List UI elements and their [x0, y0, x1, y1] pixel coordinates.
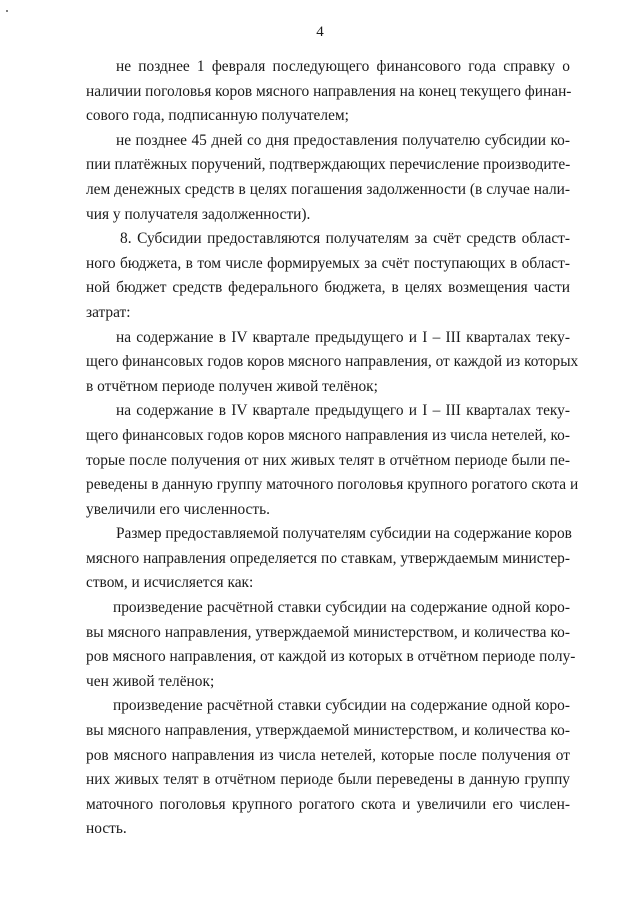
text-line: произведение расчётной ставки субсидии на содержание одной коро-: [113, 697, 570, 715]
text-line: не позднее 45 дней со дня предоставления получателю субсидии ко-: [116, 131, 570, 149]
text-line: щего финансовых годов коров мясного направления из числа нетелей, ко-: [86, 426, 570, 444]
text-line: произведение расчётной ставки субсидии на содержание одной коро-: [113, 599, 570, 617]
text-line: ров мясного направления из числа нетелей, которые после получения от: [86, 746, 570, 764]
text-line: сового года, подписанную получателем;: [86, 107, 349, 125]
scan-mark: [6, 10, 8, 12]
text-line: реведены в данную группу маточного поголовья крупного рогатого скота и: [86, 476, 579, 494]
text-line: ной бюджет средств федерального бюджета, в целях возмещения части: [86, 279, 570, 297]
text-line: ность.: [86, 820, 127, 838]
text-line: наличии поголовья коров мясного направления на конец текущего финан-: [86, 82, 572, 100]
text-line: затрат:: [86, 303, 131, 321]
text-line: пии платёжных поручений, подтверждающих перечисление производите-: [86, 156, 571, 174]
text-line: чен живой телёнок;: [86, 672, 215, 690]
text-line: не позднее 1 февраля последующего финансового года справку о: [116, 58, 570, 75]
text-line: на содержание в IV квартале предыдущего и I – III кварталах теку-: [116, 328, 570, 346]
text-line: ров мясного направления, от каждой из которых в отчётном периоде полу-: [86, 648, 576, 666]
text-line: 8. Субсидии предоставляются получателям за счёт средств област-: [120, 230, 570, 248]
text-line: вы мясного направления, утверждаемой министерством, и количества ко-: [86, 623, 570, 641]
page-number: 4: [316, 24, 324, 40]
text-line: маточного поголовья крупного рогатого скота и увеличили его числен-: [86, 795, 570, 813]
text-line: них живых телят в отчётном периоде были переведены в данную группу: [86, 771, 570, 789]
text-line: в отчётном периоде получен живой телёнок;: [86, 377, 378, 395]
document-body: [86, 55, 579, 842]
text-line: чия у получателя задолженности).: [86, 205, 311, 223]
text-line: мясного направления определяется по ставкам, утверждаемым министер-: [86, 549, 570, 567]
text-line: Размер предоставляемой получателям субсидии на содержание коров: [116, 525, 572, 543]
text-line: ного бюджета, в том числе формируемых за счёт поступающих в област-: [86, 254, 570, 272]
text-line: щего финансовых годов коров мясного направления, от каждой из которых: [86, 353, 579, 371]
text-line: увеличили его численность.: [86, 500, 270, 518]
text-line: лем денежных средств в целях погашения задолженности (в случае нали-: [86, 180, 570, 198]
text-line: на содержание в IV квартале предыдущего и I – III кварталах теку-: [116, 402, 570, 420]
text-line: ством, и исчисляется как:: [86, 574, 254, 592]
text-line: торые после получения от них живых телят в отчётном периоде были пе-: [86, 451, 570, 469]
text-line: вы мясного направления, утверждаемой министерством, и количества ко-: [86, 722, 570, 740]
